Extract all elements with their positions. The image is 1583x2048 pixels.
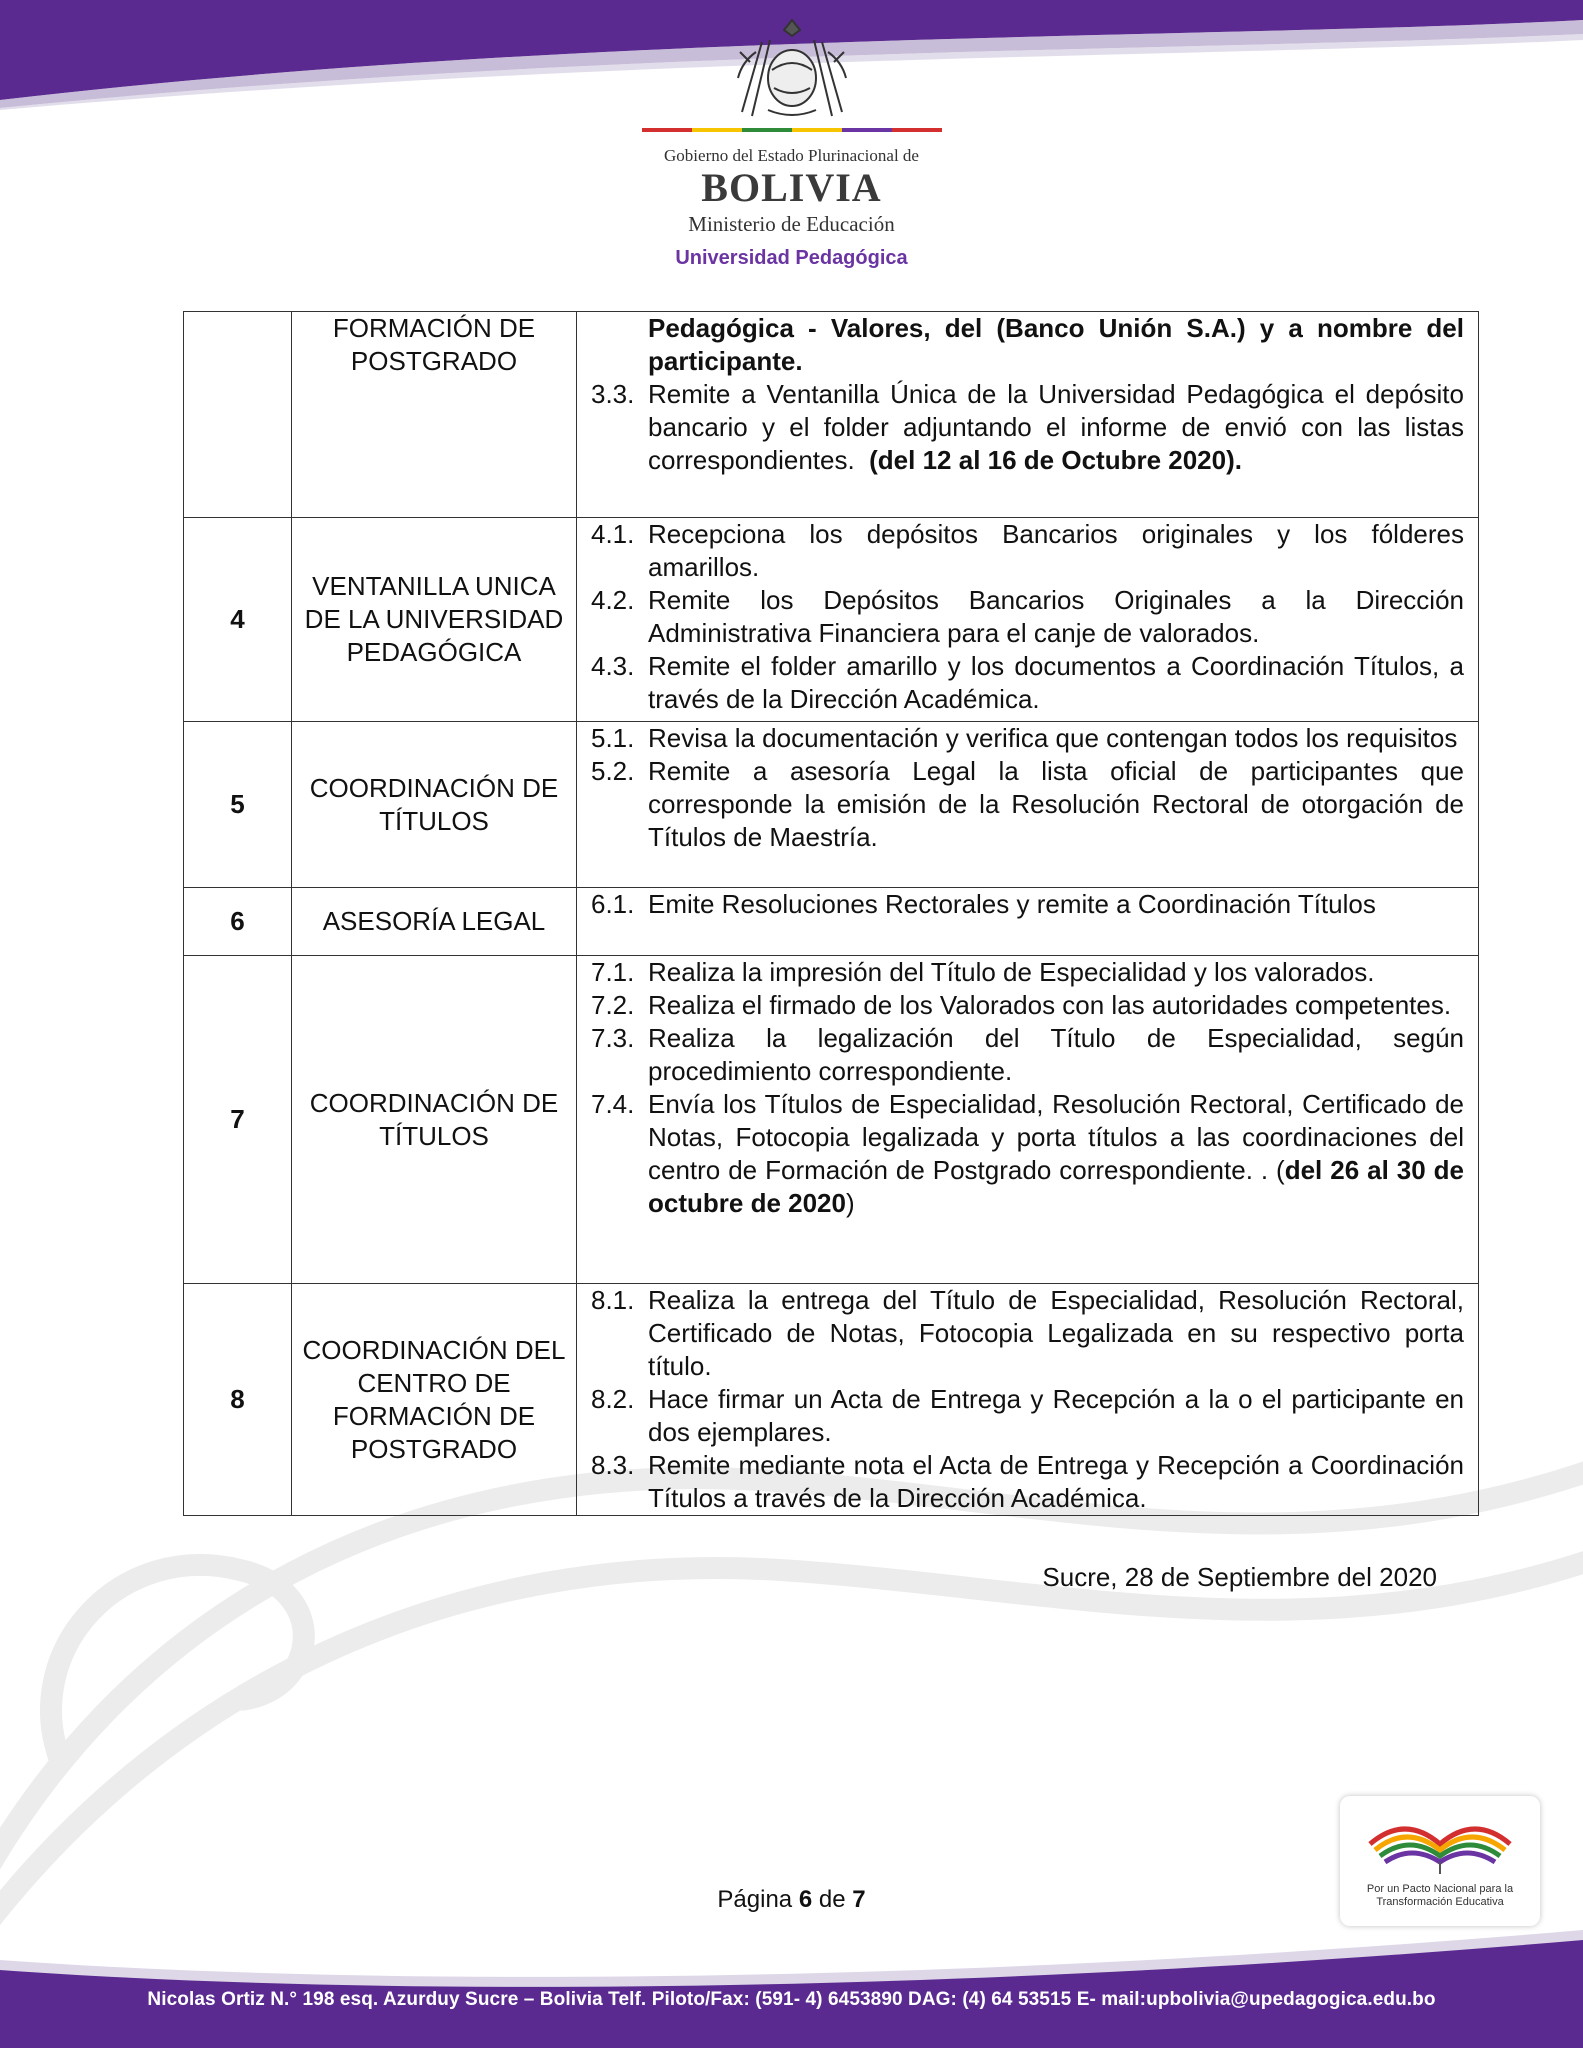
- row-number: [184, 312, 292, 518]
- page-prefix: Página: [717, 1886, 793, 1913]
- row-unit: VENTANILLA UNICA DE LA UNIVERSIDAD PEDAGÓGICA: [292, 518, 577, 722]
- step-number: 8.3.: [591, 1450, 635, 1480]
- row-number: 7: [184, 956, 292, 1284]
- table-row: [184, 312, 1479, 518]
- page-current: 6: [798, 1886, 813, 1913]
- step-number: 4.2.: [591, 585, 635, 615]
- row-activities: [577, 1284, 1479, 1516]
- ministry-name: Ministerio de Educación: [688, 212, 895, 236]
- step-text: Remite mediante nota el Acta de Entrega y Recepción a Coordinación Títulos a través de la Dirección Académica.: [648, 1450, 1464, 1513]
- step-number: 6.1.: [591, 889, 635, 919]
- step-text-wrap: [648, 1088, 1464, 1220]
- row-number: 8: [184, 1284, 292, 1516]
- row-activities: [577, 518, 1479, 722]
- step-text: Revisa la documentación y verifica que contengan todos los requisitos: [648, 723, 1458, 753]
- pact-text: [1340, 1883, 1540, 1909]
- activity-step: [591, 1022, 1464, 1088]
- step-number: 5.2.: [591, 756, 635, 786]
- step-number: 8.2.: [591, 1384, 635, 1414]
- activity-step: [591, 888, 1464, 921]
- activity-step: [591, 1449, 1464, 1515]
- table-row: [184, 956, 1479, 1284]
- activity-step: [591, 1383, 1464, 1449]
- step-number: 5.1.: [591, 723, 635, 753]
- row-activities: [577, 722, 1479, 888]
- step-text-wrap: [648, 378, 1464, 477]
- step-text: Emite Resoluciones Rectorales y remite a Coordinación Títulos: [648, 889, 1376, 919]
- step-text: Recepciona los depósitos Bancarios originales y los fólderes amarillos.: [648, 519, 1464, 582]
- header-logo: [0, 12, 1583, 270]
- pact-line-2: Transformación Educativa: [1376, 1896, 1504, 1908]
- step-date: del 26 al 30 de octubre de 2020: [648, 1155, 1464, 1218]
- table-row: [184, 518, 1479, 722]
- coat-of-arms-icon: [722, 12, 862, 124]
- step-number: 7.4.: [591, 1089, 635, 1119]
- pact-line-1: Por un Pacto Nacional para la: [1366, 1883, 1514, 1895]
- step-number: 3.3.: [591, 379, 635, 409]
- activity-step: [591, 956, 1464, 989]
- activity-step: [591, 584, 1464, 650]
- table-row: [184, 888, 1479, 956]
- footer-address: Nicolas Ortiz N.° 198 esq. Azurduy Sucre – Bolivia Telf. Piloto/Fax: (591- 4) 6453890 DAG: (4) 64 53515 E- mail:upbolivia@upedagogica.edu.bo: [147, 1989, 1436, 2010]
- step-number: [591, 312, 648, 378]
- page-total: 7: [852, 1886, 866, 1913]
- step-text: Hace firmar un Acta de Entrega y Recepción a la o el participante en dos ejemplares.: [648, 1384, 1464, 1447]
- activity-step: [591, 378, 1464, 477]
- row-number: 4: [184, 518, 292, 722]
- step-text: Remite a asesoría Legal la lista oficial de participantes que corresponde la emisión de la Resolución Rectoral de otorgación de Títulos de Maestría.: [648, 756, 1464, 852]
- table-row: [184, 1284, 1479, 1516]
- row-number: 5: [184, 722, 292, 888]
- activity-step: [591, 1088, 1464, 1220]
- step-text: Remite los Depósitos Bancarios Originales a la Dirección Administrativa Financiera para el canje de valorados.: [648, 585, 1464, 648]
- activity-step: [591, 722, 1464, 755]
- procedure-table: [183, 311, 1479, 1516]
- row-unit: COORDINACIÓN DE TÍTULOS: [292, 956, 577, 1284]
- university-name: Universidad Pedagógica: [675, 247, 908, 269]
- pact-logo: [1340, 1796, 1540, 1926]
- activity-step: [591, 1284, 1464, 1383]
- step-text: Remite el folder amarillo y los documentos a Coordinación Títulos, a través de la Dirección Académica.: [648, 651, 1464, 714]
- step-number: 7.3.: [591, 1023, 635, 1053]
- activity-step: [591, 650, 1464, 716]
- place-date: Sucre, 28 de Septiembre del 2020: [1042, 1562, 1437, 1592]
- row-unit: COORDINACIÓN DEL CENTRO DE FORMACIÓN DE POSTGRADO: [292, 1284, 577, 1516]
- step-number: 7.1.: [591, 957, 635, 987]
- step-text: Remite a Ventanilla Única de la Universidad Pedagógica el depósito bancario y el folder adjuntando el informe de envió con las listas correspondientes.: [648, 379, 1464, 475]
- step-tail: ): [845, 1188, 855, 1218]
- step-text: Pedagógica - Valores, del (Banco Unión S.A.) y a nombre del participante.: [648, 313, 1464, 376]
- color-bar: [642, 128, 942, 132]
- row-activities: [577, 956, 1479, 1284]
- step-text: Envía los Títulos de Especialidad, Resolución Rectoral, Certificado de Notas, Fotocopia legalizada y porta títulos a las coordinaciones del centro de Formación de Postgrado correspondiente. . (: [648, 1089, 1464, 1185]
- step-text: Realiza el firmado de los Valorados con las autoridades competentes.: [648, 990, 1452, 1020]
- row-unit: ASESORÍA LEGAL: [292, 888, 577, 956]
- row-activities: [577, 312, 1479, 518]
- government-line: Gobierno del Estado Plurinacional de: [664, 146, 919, 165]
- activity-step: [591, 989, 1464, 1022]
- activity-step: [591, 312, 1464, 378]
- step-text: Realiza la legalización del Título de Especialidad, según procedimiento correspondiente.: [648, 1023, 1464, 1086]
- country-name: BOLIVIA: [701, 165, 882, 210]
- step-number: 8.1.: [591, 1285, 635, 1315]
- step-number: 4.1.: [591, 519, 635, 549]
- step-date: (del 12 al 16 de Octubre 2020).: [869, 445, 1242, 475]
- step-number: 4.3.: [591, 651, 635, 681]
- step-text: Realiza la impresión del Título de Especialidad y los valorados.: [648, 957, 1375, 987]
- step-text: Realiza la entrega del Título de Especialidad, Resolución Rectoral, Certificado de Notas, Fotocopia Legalizada en su respectivo porta título.: [648, 1285, 1464, 1381]
- activity-step: [591, 755, 1464, 854]
- row-unit: FORMACIÓN DE POSTGRADO: [292, 312, 577, 518]
- row-number: 6: [184, 888, 292, 956]
- row-unit: COORDINACIÓN DE TÍTULOS: [292, 722, 577, 888]
- table-row: [184, 722, 1479, 888]
- page-separator: de: [818, 1886, 846, 1913]
- step-number: 7.2.: [591, 990, 635, 1020]
- activity-step: [591, 518, 1464, 584]
- book-rainbow-icon: [1355, 1796, 1525, 1876]
- row-activities: [577, 888, 1479, 956]
